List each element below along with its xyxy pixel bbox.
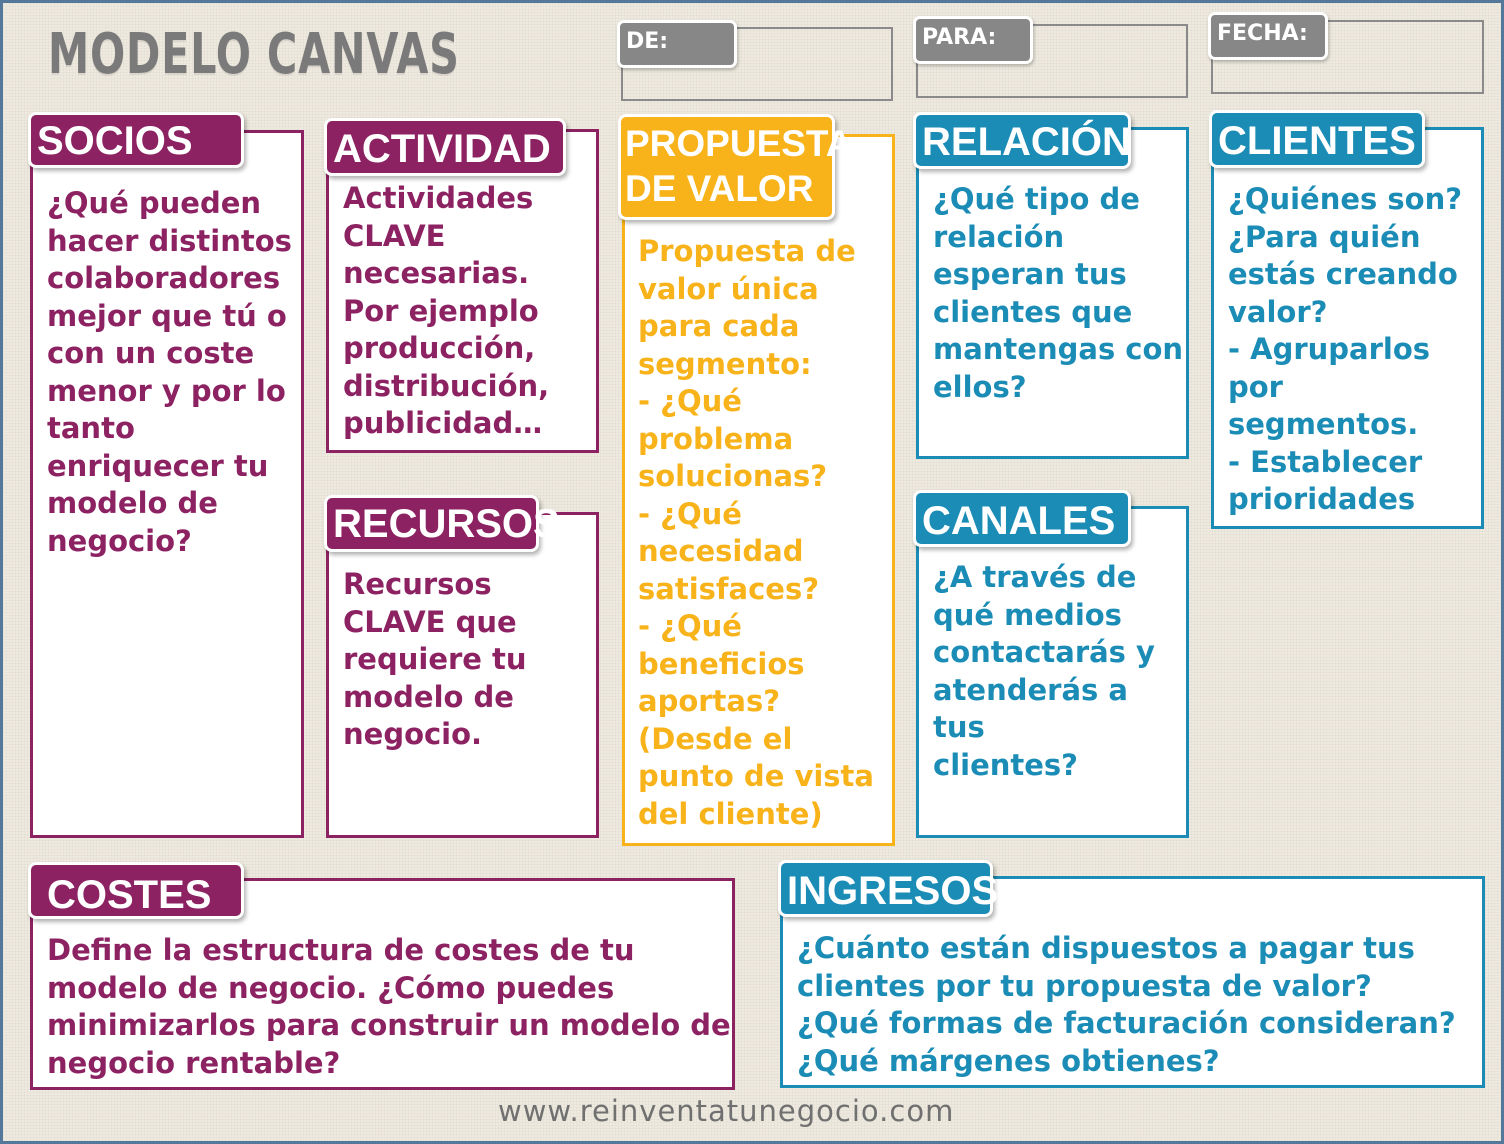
- relacion-tab: RELACIÓN: [913, 112, 1131, 169]
- actividad-tab: ACTIVIDAD: [324, 118, 566, 176]
- page-title: MODELO CANVAS: [48, 22, 460, 87]
- relacion-text: ¿Qué tipo de relación esperan tus clientes que mantengas con ellos?: [933, 182, 1184, 404]
- clientes-text: ¿Quiénes son? ¿Para quién estás creando valor? - Agruparlos por segmentos. - Establecer prioridades: [1228, 182, 1463, 516]
- costes-tab: COSTES: [28, 862, 244, 919]
- propuesta-tab: PROPUESTA DE VALOR: [618, 114, 835, 220]
- para-label: PARA:: [913, 16, 1033, 64]
- recursos-tab: RECURSOS: [324, 495, 539, 552]
- canales-text: ¿A través de qué medios contactarás y atenderás a tus clientes?: [933, 560, 1155, 782]
- socios-text: ¿Qué pueden hacer distintos colaboradores mejor que tú o con un coste menor y por lo tanto enriquecer tu modelo de negocio?: [47, 186, 292, 558]
- canales-tab: CANALES: [913, 490, 1131, 547]
- actividad-text: Actividades CLAVE necesarias. Por ejemplo producción, distribución, publicidad…: [343, 181, 550, 440]
- ingresos-tab: INGRESOS: [778, 860, 993, 917]
- fecha-label: FECHA:: [1208, 12, 1328, 60]
- ingresos-text: ¿Cuánto están dispuestos a pagar tus clientes por tu propuesta de valor? ¿Qué formas de facturación consideran? ¿Qué márgenes obtienes?: [797, 931, 1456, 1078]
- costes-text: Define la estructura de costes de tu modelo de negocio. ¿Cómo puedes minimizarlos para construir un modelo de negocio rentable?: [47, 933, 731, 1080]
- de-label: DE:: [617, 20, 737, 68]
- clientes-tab: CLIENTES: [1209, 110, 1425, 168]
- footer-website-link[interactable]: www.reinventatunegocio.com: [498, 1094, 955, 1128]
- recursos-text: Recursos CLAVE que requiere tu modelo de negocio.: [343, 567, 527, 751]
- socios-tab: SOCIOS: [28, 112, 244, 168]
- propuesta-text: Propuesta de valor única para cada segmento: - ¿Qué problema solucionas? - ¿Qué necesidad satisfaces? - ¿Qué beneficios aportas? (Desde el punto de vista del cliente): [638, 234, 874, 831]
